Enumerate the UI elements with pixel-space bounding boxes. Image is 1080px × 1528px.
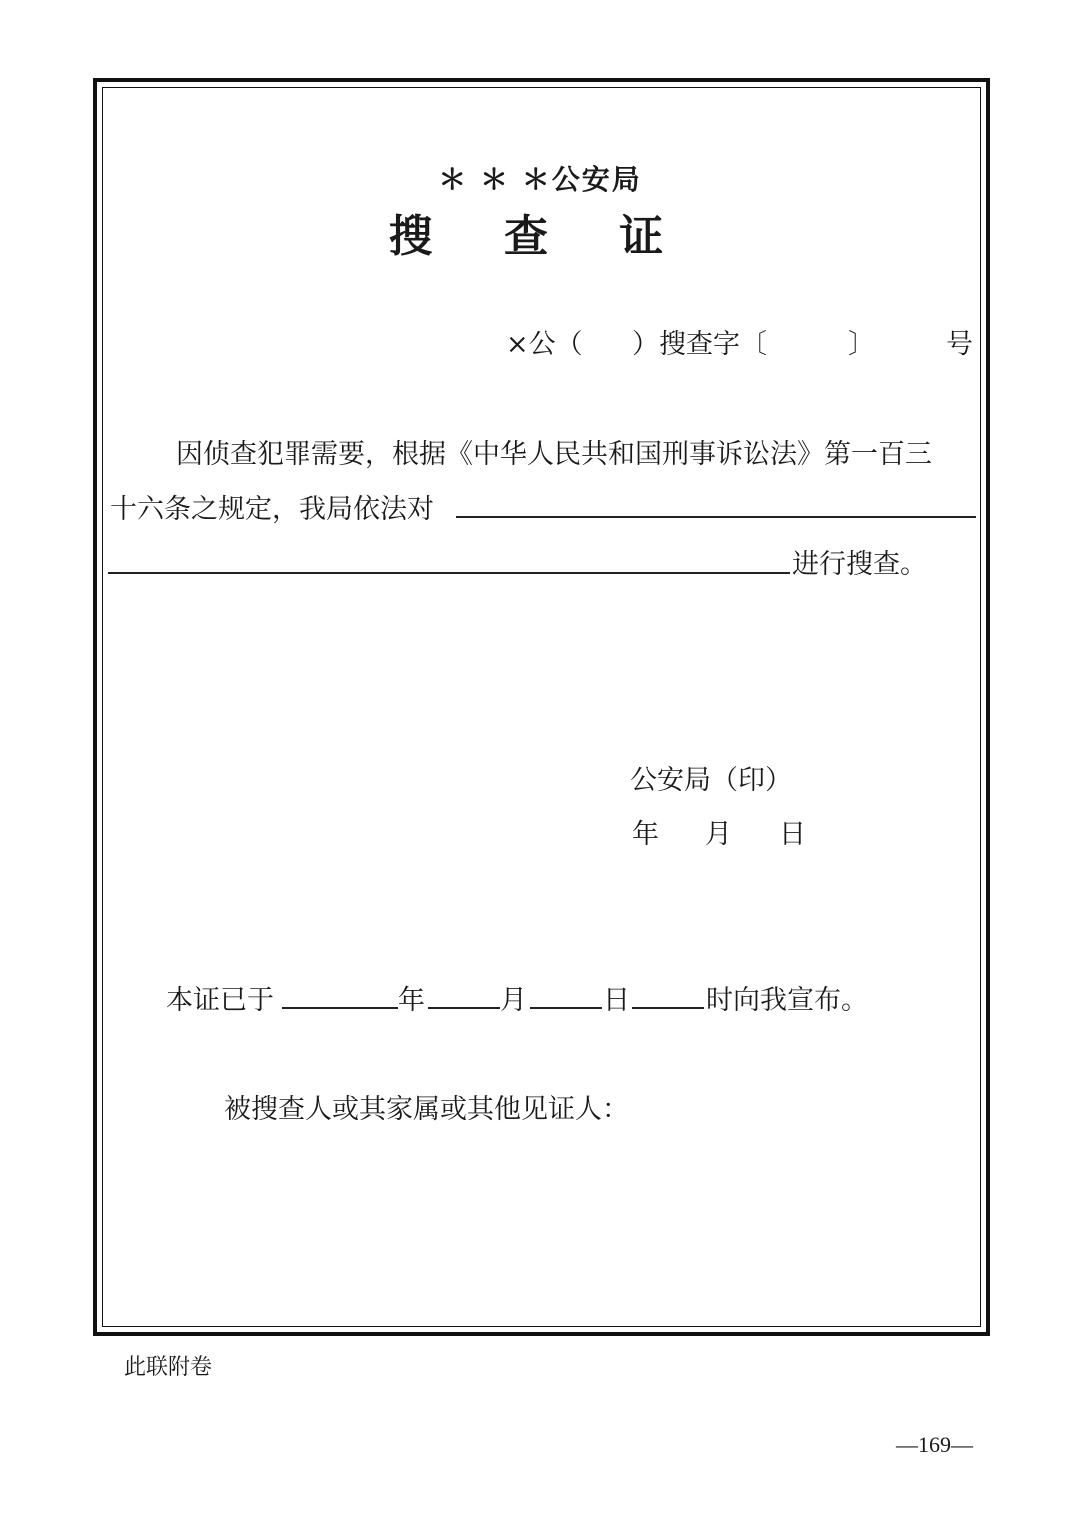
- signature-month-label: 月: [705, 819, 732, 850]
- announcement-year-label: 年: [398, 985, 425, 1016]
- doc-number-prefix: ×公（: [506, 329, 583, 360]
- document-title-text: 搜 查 证: [388, 211, 692, 262]
- witness-signature-label: 被搜查人或其家属或其他见证人：: [224, 1094, 629, 1125]
- search-target-blank-2[interactable]: [108, 572, 790, 574]
- agency-name: ＊ ＊ ＊公安局: [438, 163, 642, 196]
- announcement-prefix: 本证已于: [166, 985, 274, 1016]
- body-line-3-tail: 进行搜查。: [792, 549, 927, 580]
- announcement-hour-blank[interactable]: [632, 1007, 704, 1009]
- police-seal-label: 公安局（印）: [630, 765, 792, 796]
- signature-year-label: 年: [632, 819, 659, 850]
- page-number: —169—: [896, 1432, 973, 1457]
- announcement-month-blank[interactable]: [428, 1007, 500, 1009]
- document-title: [0, 200, 1080, 264]
- signature-day-label: 日: [779, 819, 806, 850]
- announcement-suffix: 时向我宣布。: [706, 985, 868, 1016]
- form-inner-border: [102, 87, 981, 1327]
- body-line-2: 十六条之规定，我局依法对: [110, 494, 434, 525]
- announcement-day-blank[interactable]: [530, 1007, 602, 1009]
- doc-number-suffix: 号: [946, 329, 973, 360]
- announcement-day-label: 日: [603, 985, 630, 1016]
- doc-number-bracket-close: 〕: [848, 329, 875, 360]
- body-line-1: 因侦查犯罪需要，根据《中华人民共和国刑事诉讼法》第一百三: [176, 439, 932, 470]
- search-target-blank-1[interactable]: [456, 516, 976, 518]
- copy-note: 此联附卷: [124, 1355, 213, 1380]
- announcement-year-blank[interactable]: [282, 1007, 398, 1009]
- announcement-month-label: 月: [500, 985, 527, 1016]
- doc-number-middle: ）搜查字〔: [632, 329, 767, 360]
